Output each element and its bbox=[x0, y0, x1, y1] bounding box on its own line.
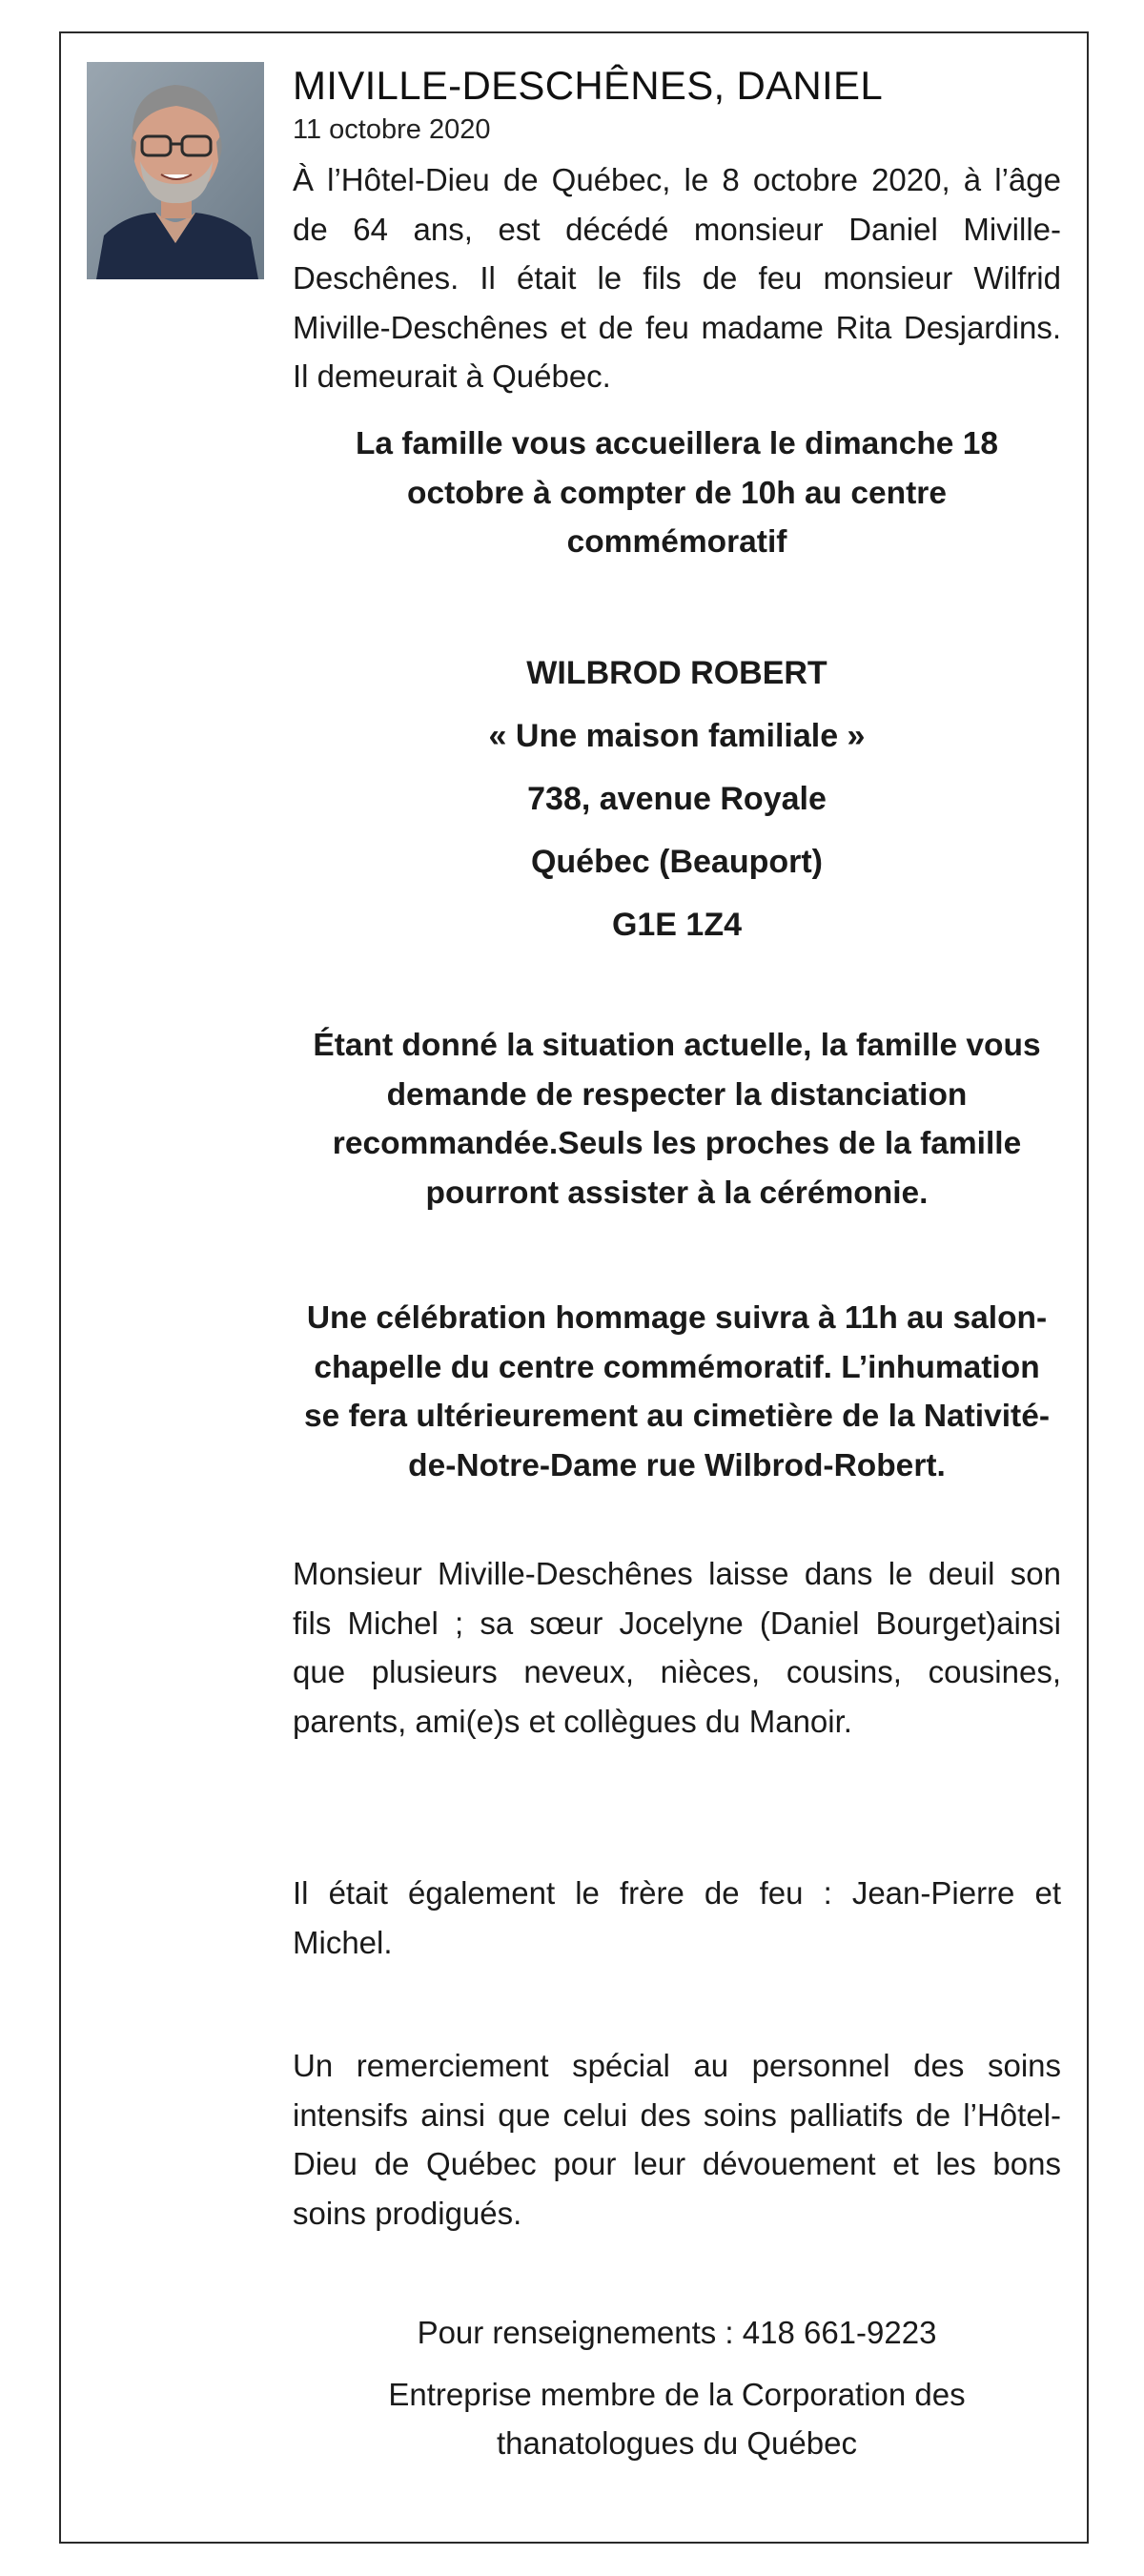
funeral-home-slogan: « Une maison familiale » bbox=[488, 718, 866, 754]
intro-paragraph: À l’Hôtel-Dieu de Québec, le 8 octobre 2020, à l’âge de 64 ans, est décédé monsieur Daniel Miville-Deschênes. Il était le fils de feu monsieur Wilfrid Miville-Deschênes et de feu madame Rita Desjardins. Il demeurait à Québec. bbox=[293, 162, 1061, 394]
thanks-paragraph: Un remerciement spécial au personnel des soins intensifs ainsi que celui des soins palliatifs de l’Hôtel-Dieu de Québec pour leur dévouement et les bons soins prodigués. bbox=[293, 2048, 1061, 2231]
ceremony-notice: Une célébration hommage suivra à 11h au salon-chapelle du centre commémoratif. L’inhumation se fera ultérieurement au cimetière de la Nativité-de-Notre-Dame rue Wilbrod-Robert. bbox=[304, 1300, 1050, 1483]
portrait-photo bbox=[87, 62, 264, 279]
siblings-paragraph: Il était également le frère de feu : Jean-Pierre et Michel. bbox=[293, 1875, 1061, 1960]
contact-info: Pour renseignements : 418 661-9223 bbox=[417, 2315, 937, 2350]
deceased-name: MIVILLE-DESCHÊNES, DANIEL bbox=[293, 63, 884, 108]
survivors-paragraph: Monsieur Miville-Deschênes laisse dans le deuil son fils Michel ; sa sœur Jocelyne (Daniel Bourget)ainsi que plusieurs neveux, nièces, cousins, cousines, parents, ami(e)s et collègues du Manoir. bbox=[293, 1556, 1061, 1739]
street-address: 738, avenue Royale bbox=[527, 781, 827, 817]
publication-date: 11 octobre 2020 bbox=[293, 114, 491, 145]
corporation-membership: Entreprise membre de la Corporation des thanatologues du Québec bbox=[388, 2377, 966, 2461]
visitation-notice: La famille vous accueillera le dimanche 18 octobre à compter de 10h au centre commémoratif bbox=[355, 426, 999, 560]
city: Québec (Beauport) bbox=[530, 844, 824, 880]
postal-code: G1E 1Z4 bbox=[611, 907, 743, 943]
funeral-home-address bbox=[293, 642, 1061, 956]
funeral-home-name: WILBROD ROBERT bbox=[526, 655, 827, 691]
covid-notice: Étant donné la situation actuelle, la famille vous demande de respecter la distanciation recommandée.Seuls les proches de la famille pourront assister à la cérémonie. bbox=[313, 1028, 1041, 1211]
